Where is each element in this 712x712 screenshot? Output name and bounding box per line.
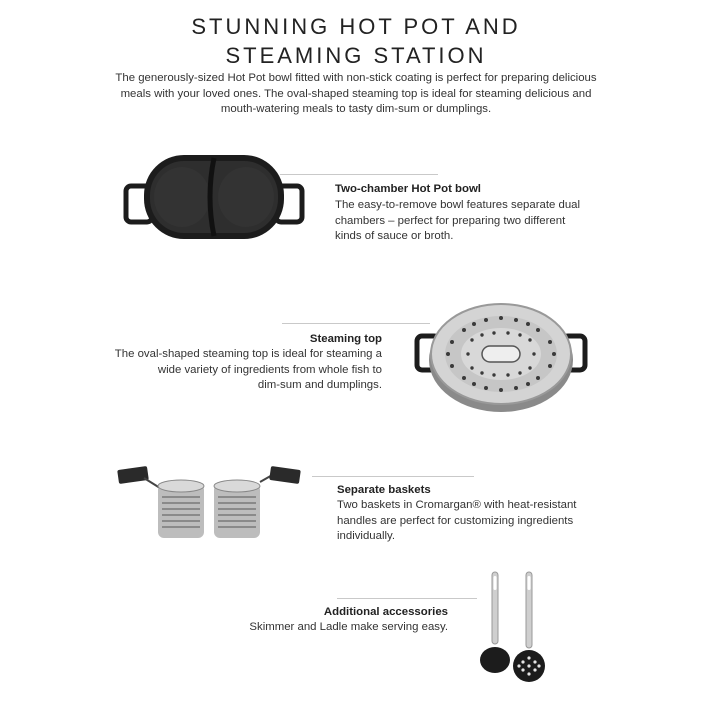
divider-steaming [282,323,430,324]
title-line-2: STEAMING STATION [225,43,487,68]
accessories-title: Additional accessories [323,606,448,618]
divider-accessories [337,598,477,599]
bowl-title: Two-chamber Hot Pot bowl [335,183,481,195]
accessories-description-line: Skimmer and Ladle make serving easy. [249,621,448,633]
steaming-description [112,347,382,394]
hot-pot-bowl-illustration [122,152,306,242]
steaming-title: Steaming top [309,333,382,345]
skimmer-icon [513,572,545,682]
baskets-description-line: individually. [337,530,396,542]
bowl-description-line: chambers – perfect for preparing two different [335,214,566,227]
ladle-icon [480,572,510,673]
bowl-description [335,198,595,245]
page-title [0,12,712,70]
steaming-top-illustration [412,296,590,416]
accessories-description [208,620,448,636]
bowl-description-line: The easy-to-remove bowl features separate dual [335,199,581,211]
baskets-description-line: Two baskets in Cromargan® with heat-resistant [337,499,577,511]
strainer-baskets-illustration [114,462,314,542]
divider-bowl [280,174,438,175]
ladle-and-skimmer-illustration [474,566,554,690]
divider-baskets [312,476,474,477]
steaming-description-line: The oval-shaped steaming top is ideal for steaming a [114,348,382,360]
bowl-description-line: kinds of sauce or broth. [335,230,454,242]
title-line-1: STUNNING HOT POT AND [191,14,521,39]
steaming-description-line: dim-sum and dumplings. [257,379,382,391]
baskets-title: Separate baskets [337,484,431,496]
steaming-description-line: wide variety of ingredients from whole fish to [157,363,382,376]
baskets-description-line: handles are perfect for customizing ingredients [337,514,574,527]
intro-paragraph: The generously-sized Hot Pot bowl fitted with non-stick coating is perfect for preparing delicious meals with your loved ones. The oval-shaped steaming top is ideal for steaming delicious and mouth-watering meals to tasty dim-sum or dumplings. [115,72,597,115]
baskets-description [337,498,597,545]
